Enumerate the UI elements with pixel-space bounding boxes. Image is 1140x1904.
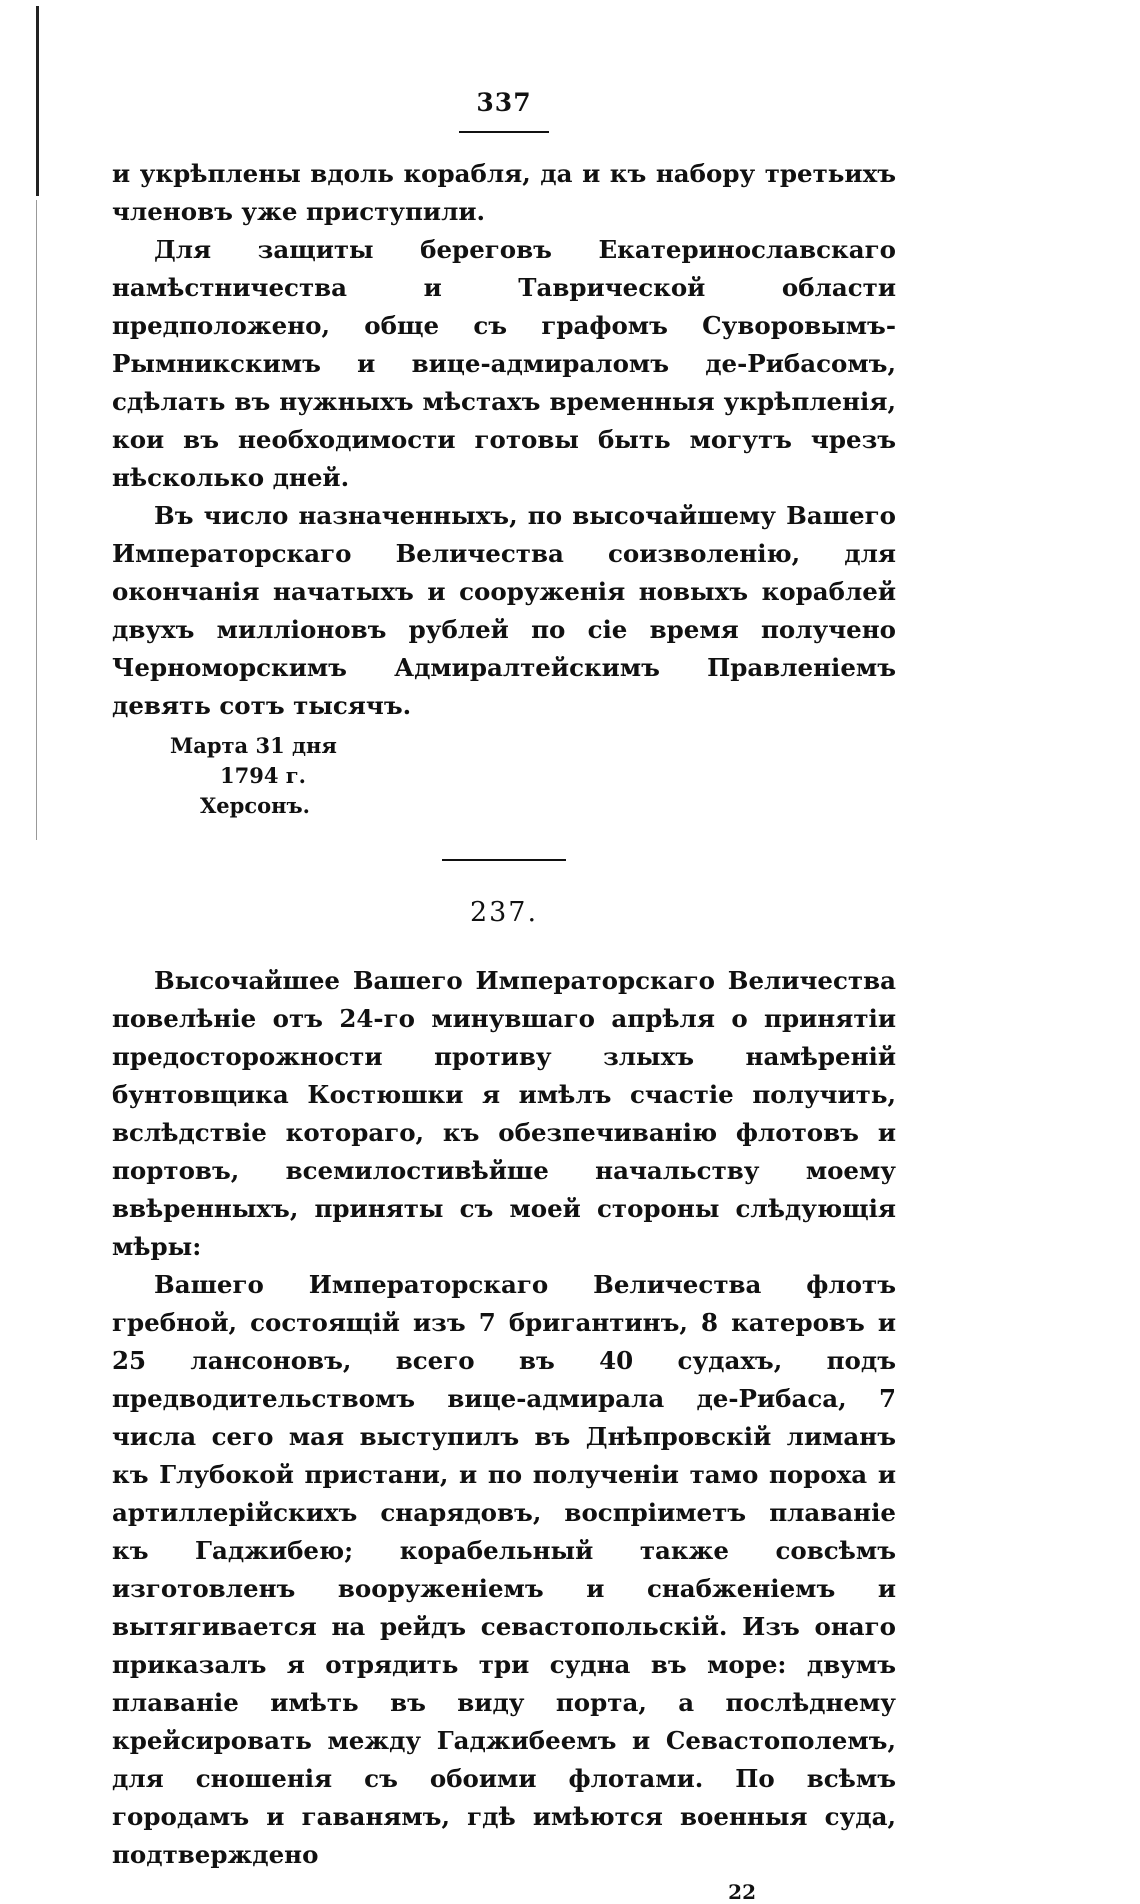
page-number: 337: [476, 88, 532, 117]
signature-mark: 22: [728, 1880, 756, 1904]
signoff-place: Херсонъ.: [200, 793, 310, 818]
signoff-date: Марта 31 дня: [170, 733, 337, 758]
funds-paragraph: Въ число назначенныхъ, по высочайшему Вашего Императорскаго Величества соизволенію, для окончанія начатыхъ и сооруженія новыхъ кораблей двухъ милліоновъ рублей по сіе время получено Черноморскимъ Адмиралтейскимъ Правленіемъ девять сотъ тысячъ.: [112, 501, 896, 720]
scan-edge-mark: [36, 6, 39, 196]
continuation-paragraph: и укрѣплены вдоль корабля, да и къ набору третьихъ членовъ уже приступили.: [112, 159, 896, 226]
fleet-paragraph: Вашего Императорскаго Величества флотъ гребной, состоящій изъ 7 бригантинъ, 8 катеровъ и 25 лансоновъ, всего въ 40 судахъ, подъ предводительствомъ вице-адмирала де-Рибаса, 7 числа сего мая выступилъ въ Днѣпровскій лиманъ къ Глубокой пристани, и по полученіи тамо пороха и артиллерійскихъ снарядовъ, воспріиметъ плаваніе къ Гаджибею; корабельный также совсѣмъ изготовленъ вооруженіемъ и снабженіемъ и вытягивается на рейдъ севастопольскій. Изъ онаго приказалъ я отрядить три судна въ море: двумъ плаваніе имѣть въ виду порта, а послѣднему крейсировать между Гаджибеемъ и Севастополемъ, для сношенія съ обоими флотами. По всѣмъ городамъ и гаванямъ, гдѣ имѣются военныя суда, подтверждено: [112, 1270, 896, 1869]
order-paragraph: Высочайшее Вашего Императорскаго Величества повелѣніе отъ 24-го минувшаго апрѣля о принятіи предосторожности противу злыхъ намѣреній бунтовщика Костюшки я имѣлъ счастіе получить, вслѣдствіе котораго, къ обезпечиванію флотовъ и портовъ, всемилостивѣйше начальству моему ввѣренныхъ, приняты съ моей стороны слѣдующія мѣры:: [112, 966, 896, 1261]
defense-paragraph: Для защиты береговъ Екатеринославскаго намѣстничества и Таврической области предположено, обще съ графомъ Суворовымъ-Рымникскимъ и вице-адмираломъ де-Рибасомъ, сдѣлать въ нужныхъ мѣстахъ временныя укрѣпленія, кои въ необходимости готовы быть могутъ чрезъ нѣсколько дней.: [112, 235, 896, 492]
page-number-rule: [459, 131, 549, 133]
section-divider: [442, 859, 566, 861]
date-signoff: [112, 731, 896, 821]
scan-edge-line: [36, 200, 38, 840]
signoff-year: 1794 г.: [220, 763, 306, 788]
document-number: 237.: [469, 897, 539, 928]
document-page: [112, 88, 896, 1904]
